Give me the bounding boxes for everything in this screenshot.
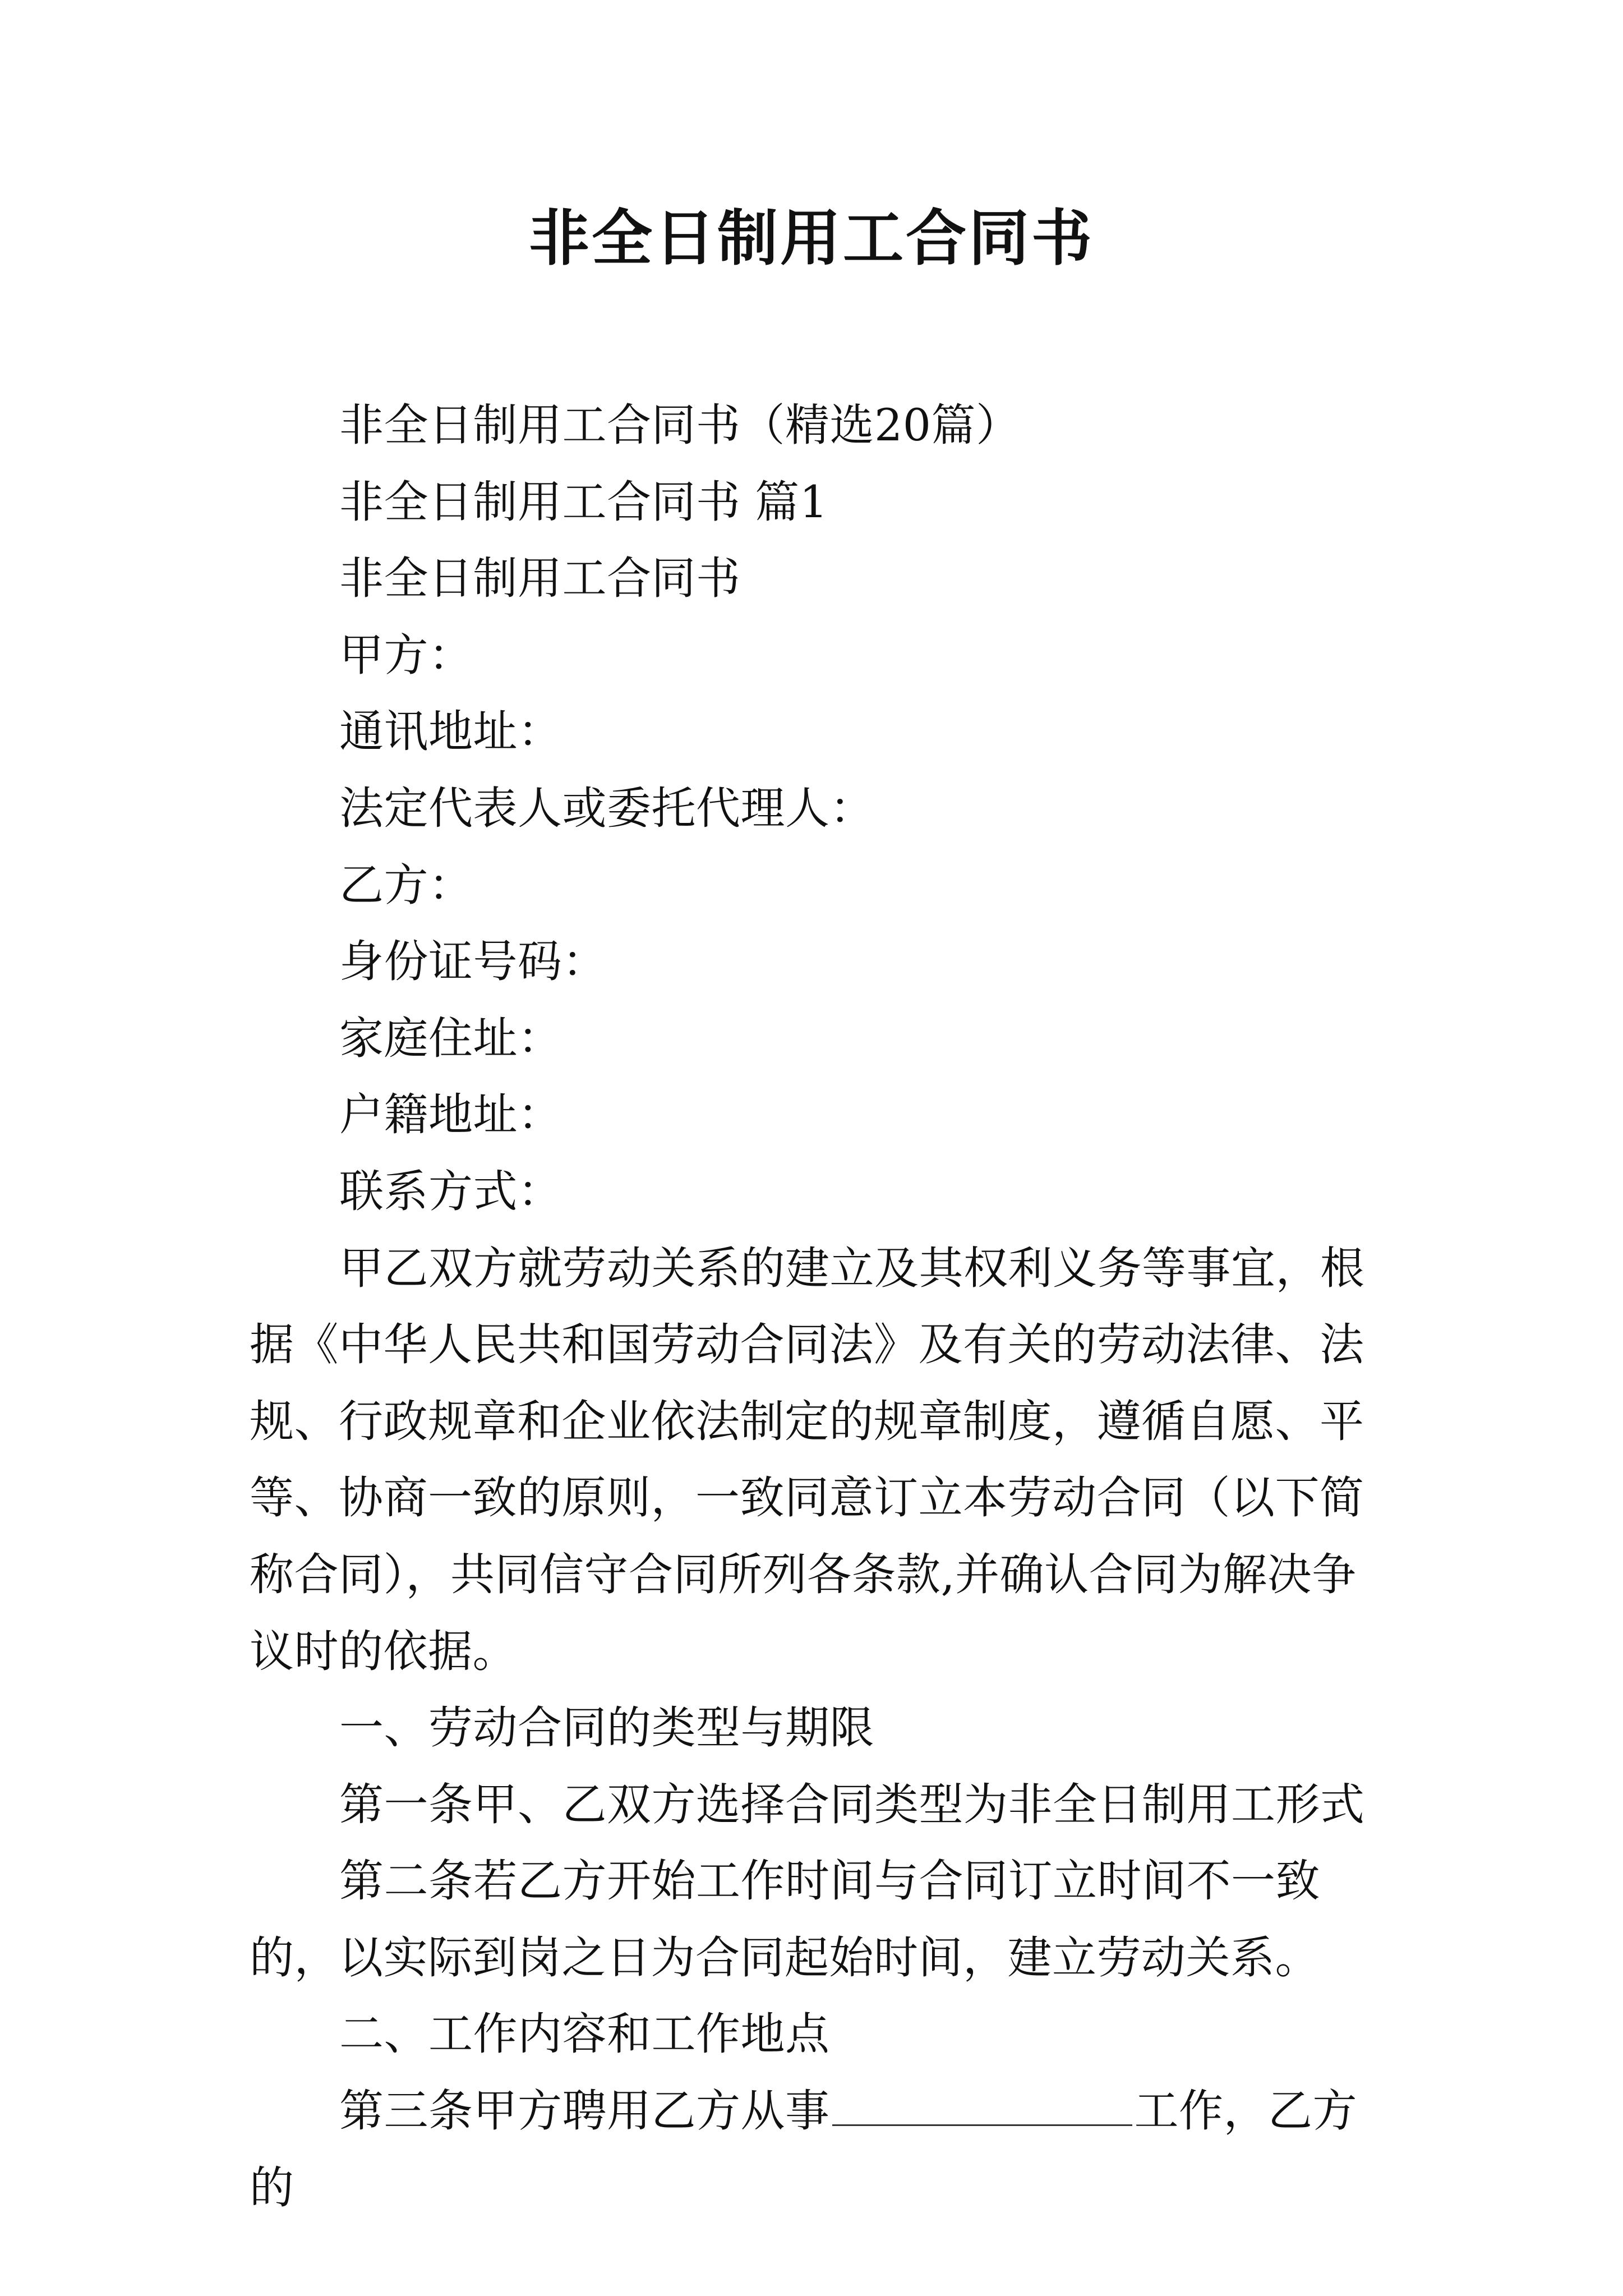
- paragraph-preamble: 甲乙双方就劳动关系的建立及其权利义务等事宜，根据《中华人民共和国劳动合同法》及有关的劳动法律、法规、行政规章和企业依法制定的规章制度，遵循自愿、平等、协商一致的原则，一致同意订立本劳动合同（以下简称合同），共同信守合同所列各条款,并确认合同为解决争议时的依据。: [250, 1242, 1365, 1677]
- paragraph-subtitle: 非全日制用工合同书（精选20篇）: [339, 399, 1021, 451]
- field-household-address: 户籍地址：: [339, 1089, 562, 1141]
- paragraph-article-heading: 非全日制用工合同书 篇1: [339, 476, 828, 528]
- field-id-number: 身份证号码：: [339, 936, 607, 988]
- section-heading-1: 一、劳动合同的类型与期限: [339, 1702, 874, 1754]
- clause-1: 第一条甲、乙双方选择合同类型为非全日制用工形式: [339, 1778, 1365, 1830]
- field-contact: 联系方式：: [339, 1165, 562, 1217]
- field-party-a: 甲方：: [339, 629, 473, 681]
- field-party-b: 乙方：: [339, 859, 473, 911]
- clause-3-before-blank: 第三条甲方聘用乙方从事: [339, 2085, 830, 2137]
- document-title: 非全日制用工合同书: [528, 203, 1094, 274]
- clause-3: [250, 2073, 1394, 2226]
- document-body: [250, 387, 1394, 2226]
- fill-in-blank-line: [832, 2088, 1132, 2126]
- field-mailing-address: 通讯地址：: [339, 706, 562, 758]
- paragraph-contract-name: 非全日制用工合同书: [339, 553, 741, 605]
- section-heading-2: 二、工作内容和工作地点: [339, 2008, 830, 2060]
- field-home-address: 家庭住址：: [339, 1012, 562, 1064]
- clause-2: 第二条若乙方开始工作时间与合同订立时间不一致的，以实际到岗之日为合同起始时间，建立劳动关系。: [250, 1855, 1320, 1984]
- clause-3-after-blank: 工作，乙方的: [250, 2085, 1357, 2214]
- field-legal-representative: 法定代表人或委托代理人：: [339, 782, 874, 834]
